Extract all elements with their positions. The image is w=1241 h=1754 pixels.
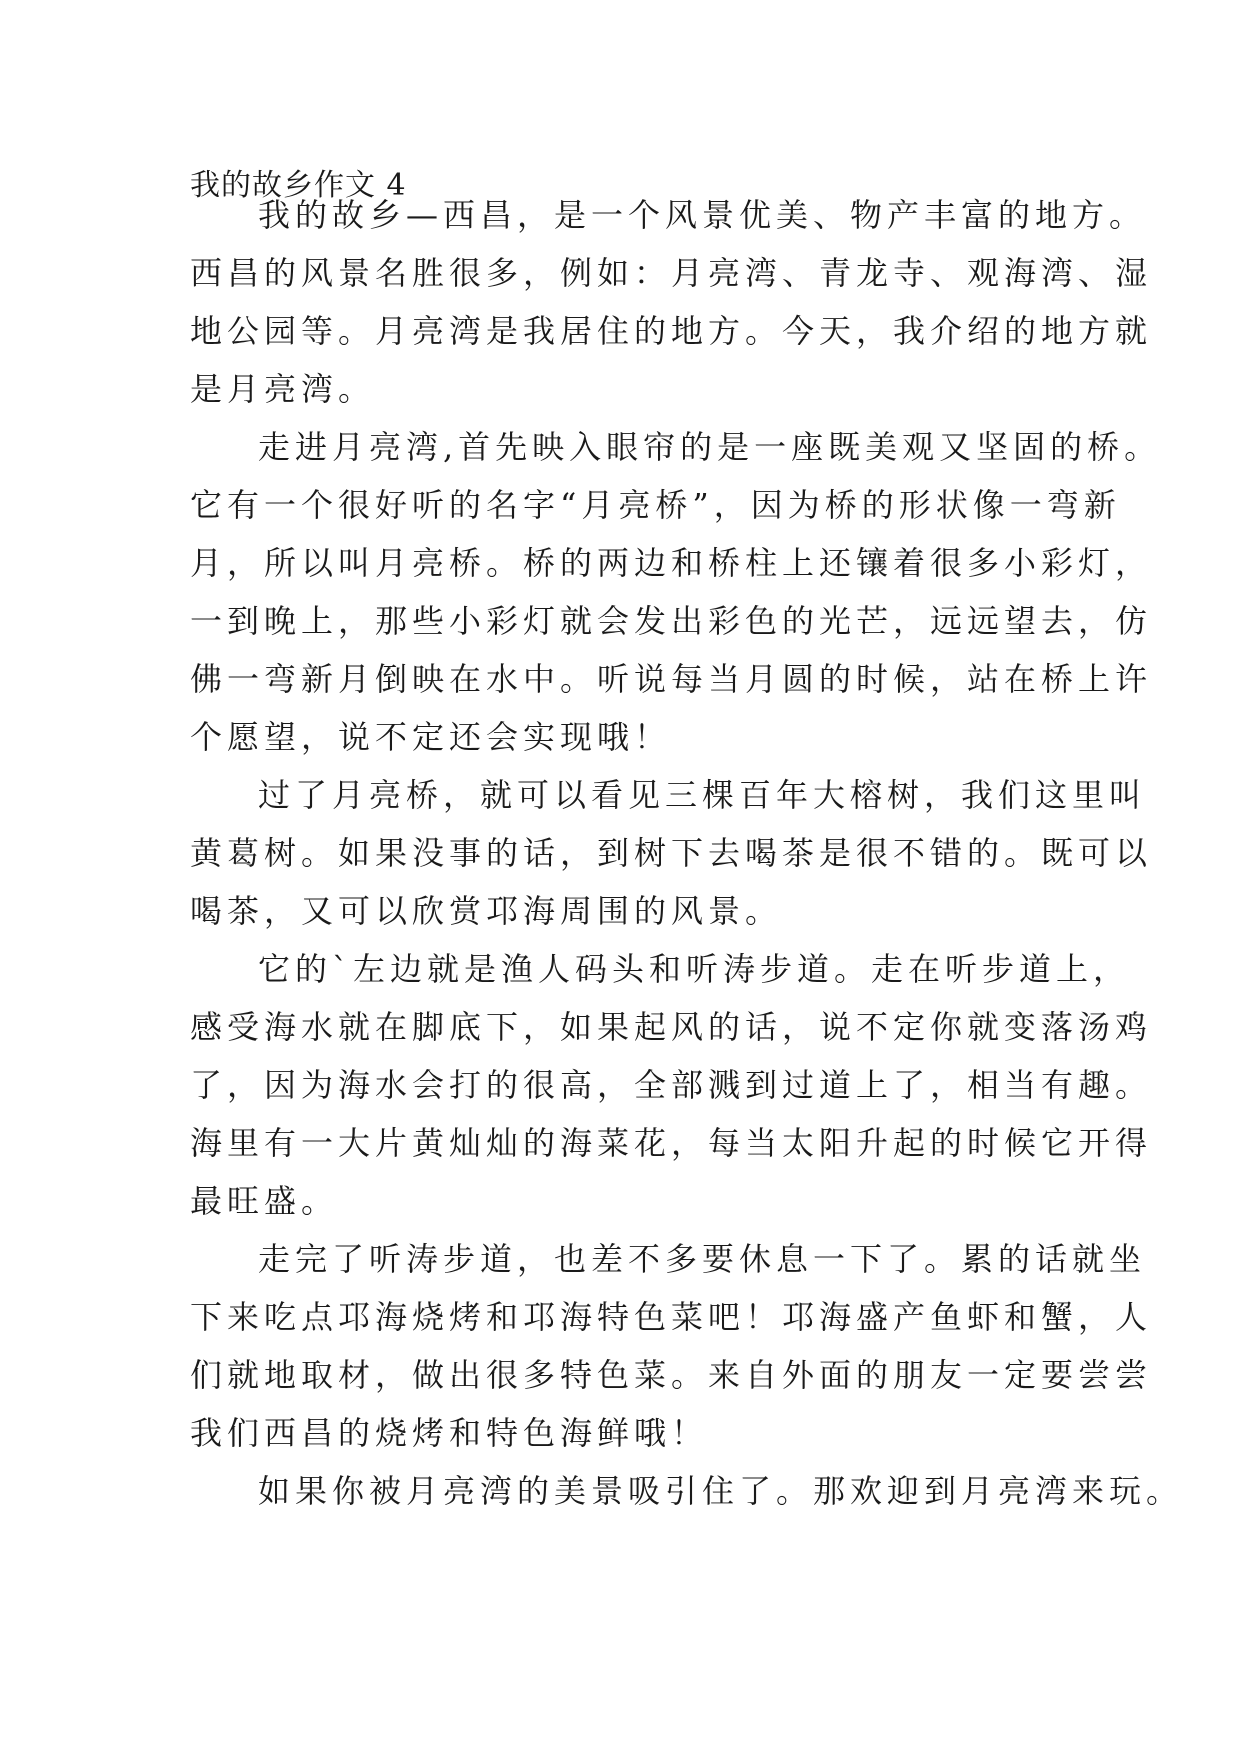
text-line: 海里有一大片黄灿灿的海菜花，每当太阳升起的时候它开得	[190, 1124, 1153, 1162]
text-line: 下来吃点邛海烧烤和邛海特色菜吧！邛海盛产鱼虾和蟹，人	[190, 1298, 1153, 1336]
text-line: 我们西昌的烧烤和特色海鲜哦！	[190, 1414, 709, 1452]
text-line: 西昌的风景名胜很多，例如：月亮湾、青龙寺、观海湾、湿	[190, 254, 1153, 292]
text-line: 感受海水就在脚底下，如果起风的话，说不定你就变落汤鸡	[190, 1008, 1153, 1046]
text-line: 是月亮湾。	[190, 370, 376, 408]
text-line: 地公园等。月亮湾是我居住的地方。今天，我介绍的地方就	[190, 312, 1153, 350]
text-line: 走进月亮湾,首先映入眼帘的是一座既美观又坚固的桥。	[258, 428, 1162, 466]
text-line: 一到晚上，那些小彩灯就会发出彩色的光芒，远远望去，仿	[190, 602, 1153, 640]
text-line: 过了月亮桥，就可以看见三棵百年大榕树，我们这里叫	[258, 776, 1147, 814]
text-line: 们就地取材，做出很多特色菜。来自外面的朋友一定要尝尝	[190, 1356, 1153, 1394]
text-line: 喝茶，又可以欣赏邛海周围的风景。	[190, 892, 783, 930]
text-line: 了，因为海水会打的很高，全部溅到过道上了，相当有趣。	[190, 1066, 1153, 1104]
text-line: 如果你被月亮湾的美景吸引住了。那欢迎到月亮湾来玩。	[258, 1472, 1184, 1510]
text-line: 我的故乡—西昌，是一个风景优美、物产丰富的地方。	[258, 196, 1147, 234]
document-title: 我的故乡作文 4	[190, 168, 407, 203]
text-line: 最旺盛。	[190, 1182, 339, 1220]
text-line: 黄葛树。如果没事的话，到树下去喝茶是很不错的。既可以	[190, 834, 1153, 872]
text-line: 佛一弯新月倒映在水中。听说每当月圆的时候，站在桥上许	[190, 660, 1153, 698]
text-line: 走完了听涛步道，也差不多要休息一下了。累的话就坐	[258, 1240, 1147, 1278]
text-line: 月，所以叫月亮桥。桥的两边和桥柱上还镶着很多小彩灯，	[190, 544, 1153, 582]
text-line: 个愿望，说不定还会实现哦！	[190, 718, 672, 756]
text-line: 它有一个很好听的名字“月亮桥”，因为桥的形状像一弯新	[190, 486, 1121, 524]
text-line: 它的`左边就是渔人码头和听涛步道。走在听步道上，	[258, 950, 1131, 988]
